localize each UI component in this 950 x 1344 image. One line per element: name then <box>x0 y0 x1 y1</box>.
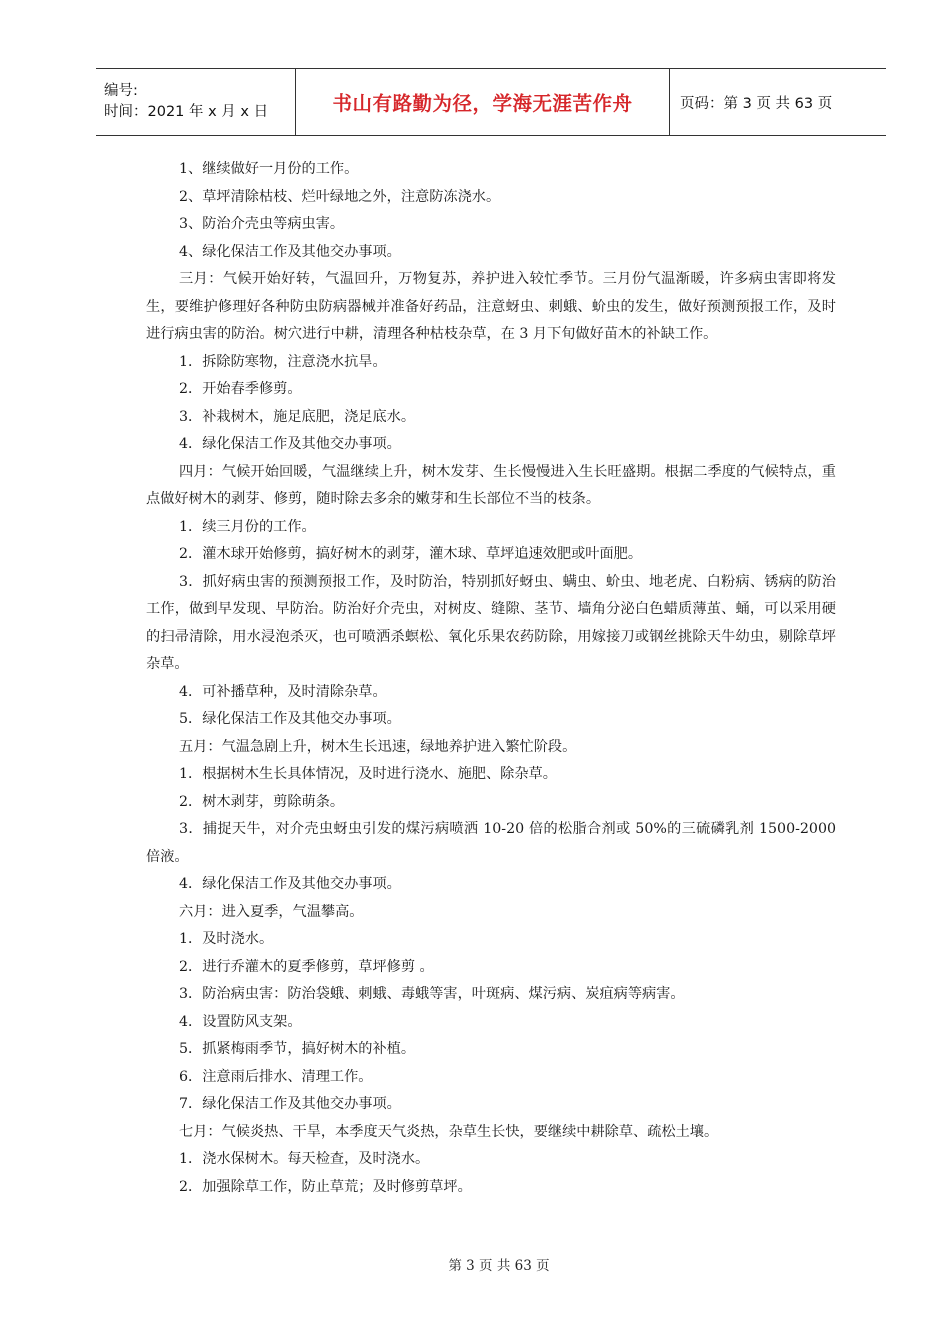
header-motto <box>296 69 670 135</box>
paragraph: 1．续三月份的工作。 <box>179 518 316 535</box>
paragraph: 1．及时浇水。 <box>179 931 274 947</box>
document-body <box>146 156 836 1201</box>
paragraph: 2、草坪清除枯枝、烂叶绿地之外，注意防冻浇水。 <box>179 188 501 205</box>
page-label: 页码：第 3 页 共 63 页 <box>680 95 833 112</box>
paragraph: 7．绿化保洁工作及其他交办事项。 <box>179 1096 401 1112</box>
paragraph: 4．可补播草种，及时清除杂草。 <box>179 683 387 700</box>
paragraph-march: 三月：气候开始好转，气温回升，万物复苏，养护进入较忙季节。三月份气温渐暖，许多病虫害即将发生，要维护修理好各种防虫防病器械并准备好药品，注意蚜虫、刺蛾、蚧虫的发生，做好预测预报工作，及时进行病虫害的防治。树穴进行中耕，清理各种枯枝杂草，在 3 月下旬做好苗木的补缺工作。 <box>146 271 836 342</box>
paragraph: 4．绿化保洁工作及其他交办事项。 <box>179 876 401 892</box>
time-label: 时间：2021 年 x 月 x 日 <box>104 104 269 120</box>
paragraph: 2．树木剥芽，剪除萌条。 <box>179 793 345 810</box>
paragraph: 2．灌木球开始修剪，搞好树木的剥芽，灌木球、草坪追速效肥或叶面肥。 <box>179 546 643 562</box>
paragraph: 4．设置防风支架。 <box>179 1013 302 1030</box>
paragraph: 3．捕捉天牛，对介壳虫蚜虫引发的煤污病喷洒 10-20 倍的松脂合剂或 50%的三硫磷乳剂 1500-2000 倍液。 <box>146 821 836 865</box>
paragraph-april: 四月：气候开始回暖，气温继续上升，树木发芽、生长慢慢进入生长旺盛期。根据二季度的气候特点，重点做好树木的剥芽、修剪，随时除去多余的嫩芽和生长部位不当的枝条。 <box>146 463 836 507</box>
paragraph: 5．绿化保洁工作及其他交办事项。 <box>179 711 401 727</box>
number-label: 编号: <box>104 83 138 99</box>
paragraph-june: 六月：进入夏季，气温攀高。 <box>179 903 364 920</box>
paragraph: 1．根据树木生长具体情况，及时进行浇水、施肥、除杂草。 <box>179 766 557 782</box>
paragraph: 1、继续做好一月份的工作。 <box>179 161 359 177</box>
paragraph: 3、防治介壳虫等病虫害。 <box>179 216 345 232</box>
motto-text: 书山有路勤为径，学海无涯苦作舟 <box>332 92 633 115</box>
paragraph-july: 七月：气候炎热、干旱，本季度天气炎热，杂草生长快，要继续中耕除草、疏松土壤。 <box>179 1123 719 1140</box>
paragraph: 5．抓紧梅雨季节，搞好树木的补植。 <box>179 1041 416 1057</box>
paragraph: 3．防治病虫害：防治袋蛾、刺蛾、毒蛾等害，叶斑病、煤污病、炭疽病等病害。 <box>179 986 685 1002</box>
paragraph: 3．抓好病虫害的预测预报工作，及时防治，特别抓好蚜虫、螨虫、蚧虫、地老虎、白粉病、锈病的防治工作，做到早发现、早防治。防治好介壳虫，对树皮、缝隙、茎节、墙角分泌白色蜡质薄茧、蛹，可以采用硬的扫帚清除，用水浸泡杀灭，也可喷洒杀螟松、氧化乐果农药防除，用嫁接刀或钢丝挑除天牛幼虫，剔除草坪杂草。 <box>146 573 836 672</box>
paragraph: 1．拆除防寒物，注意浇水抗旱。 <box>179 353 387 370</box>
header-meta <box>96 69 296 135</box>
page-footer <box>0 1254 950 1274</box>
paragraph: 3．补栽树木，施足底肥，浇足底水。 <box>179 408 416 425</box>
paragraph: 4、绿化保洁工作及其他交办事项。 <box>179 243 401 260</box>
paragraph: 4．绿化保洁工作及其他交办事项。 <box>179 436 401 452</box>
header-page-info <box>670 69 886 135</box>
paragraph: 2．进行乔灌木的夏季修剪，草坪修剪 。 <box>179 958 434 975</box>
footer-page-number: 第 3 页 共 63 页 <box>448 1258 550 1274</box>
paragraph-may: 五月：气温急剧上升，树木生长迅速，绿地养护进入繁忙阶段。 <box>179 738 577 755</box>
paragraph: 2．开始春季修剪。 <box>179 381 302 397</box>
document-header <box>96 68 886 136</box>
paragraph: 6．注意雨后排水、清理工作。 <box>179 1068 373 1085</box>
paragraph: 1．浇水保树木。每天检查，及时浇水。 <box>179 1151 430 1167</box>
paragraph: 2．加强除草工作，防止草荒；及时修剪草坪。 <box>179 1178 472 1195</box>
